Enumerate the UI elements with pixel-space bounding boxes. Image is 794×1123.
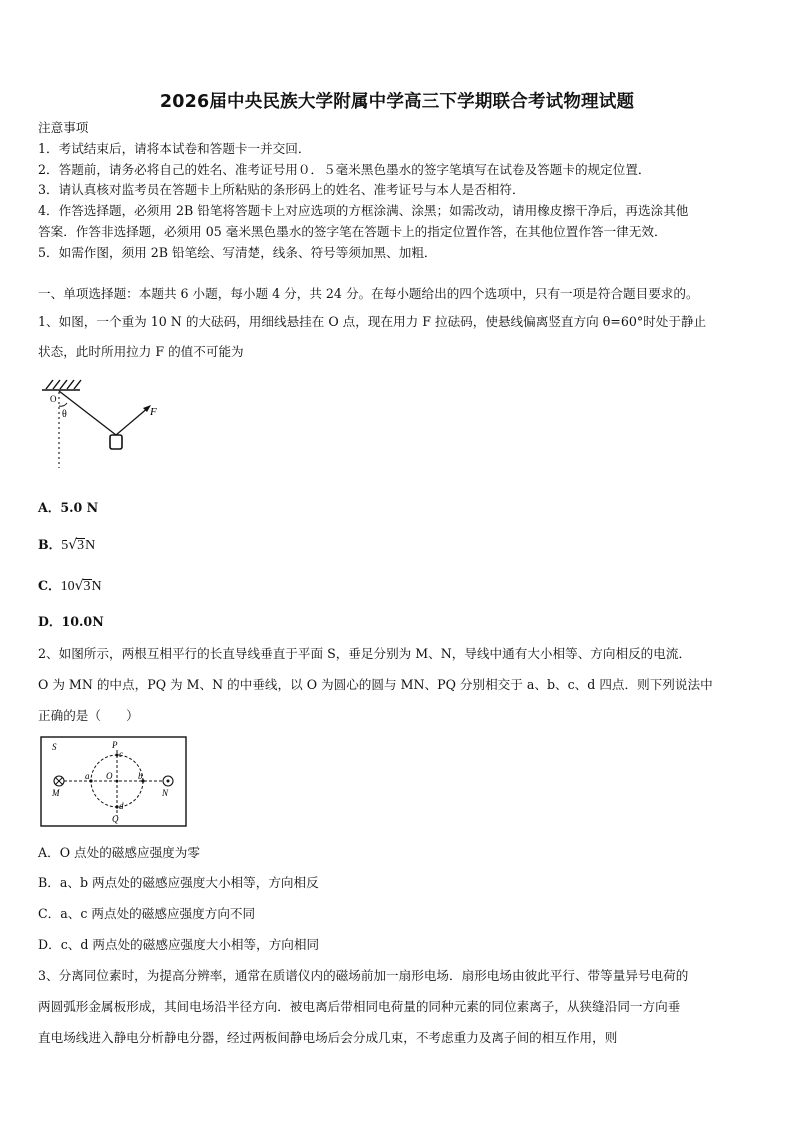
question-2-text: O 为 MN 的中点，PQ 为 M、N 的中垂线，以 O 为圆心的圆与 MN、PQ 分别相交于 a、b、c、d 四点．则下列说法中 [38, 677, 713, 692]
label-m: M [52, 788, 60, 798]
point-a-dot [89, 779, 92, 782]
question-1-option-a: A．5.0 N [38, 500, 99, 515]
notice-heading: 注意事项 [38, 120, 89, 135]
section-heading: 一、单项选择题：本题共 6 小题，每小题 4 分，共 24 分。在每小题给出的四个选项中，只有一项是符合题目要求的。 [38, 286, 699, 301]
radical-sign: √ [68, 537, 78, 553]
suspension-string [59, 391, 116, 435]
notice-item: 5．如需作图，须用 2B 铅笔绘、写清楚，线条、符号等须加黑、加粗． [38, 245, 437, 260]
label-n: N [162, 788, 169, 798]
label-d: d [119, 801, 124, 811]
force-label: F [150, 406, 157, 418]
notice-item: 1．考试结束后，请将本试卷和答题卡一并交回． [38, 141, 311, 156]
label-o: O [106, 771, 113, 781]
question-2-text: 正确的是（ ） [38, 708, 139, 723]
label-b: b [138, 771, 143, 781]
label-p: P [112, 740, 118, 750]
question-2-figure [40, 736, 188, 828]
label-a: a [85, 771, 90, 781]
force-line [116, 407, 149, 435]
label-q: Q [112, 814, 119, 824]
weight-block [110, 435, 122, 449]
point-o-label: O [50, 394, 57, 404]
question-2-option-c: C．a、c 两点处的磁感应强度方向不同 [38, 906, 256, 921]
notice-item: 答案．作答非选择题，必须用 05 毫米黑色墨水的签字笔在答题卡上的指定位置作答，在其他位置作答一律无效． [38, 224, 667, 239]
question-3-text: 两圆弧形金属板形成，其间电场沿半径方向．被电离后带相同电荷量的同种元素的同位素离子，从狭缝沿同一方向垂 [38, 999, 681, 1014]
notice-item: 4．作答选择题，必须用 2B 铅笔将答题卡上对应选项的方框涂满、涂黑；如需改动，请用橡皮擦干净后，再选涂其他 [38, 203, 689, 218]
question-2-text: 2、如图所示，两根互相平行的长直导线垂直于平面 S，垂足分别为 M、N，导线中通有大小相等、方向相反的电流． [38, 646, 692, 661]
theta-label: θ [62, 409, 67, 420]
question-1-option-c: C．10√3N [38, 578, 102, 594]
question-3-text: 直电场线进入静电分析静电分器，经过两板间静电场后会分成几束，不考虑重力及离子间的相互作用，则 [38, 1030, 618, 1045]
question-2-option-b: B．a、b 两点处的磁感应强度大小相等，方向相反 [38, 875, 319, 890]
notice-item: 3．请认真核对监考员在答题卡上所粘贴的条形码上的姓名、准考证号与本人是否相符． [38, 182, 525, 197]
question-1-option-d: D．10.0N [38, 614, 104, 629]
angle-arc [59, 403, 67, 406]
question-2-option-a: A．O 点处的磁感应强度为零 [38, 845, 200, 860]
question-1-text: 1、如图，一个重为 10 N 的大砝码，用细线悬挂在 O 点，现在用力 F 拉砝码，使悬线偏离竖直方向 θ=60°时处于静止 [38, 314, 707, 329]
point-o-dot [116, 780, 119, 783]
question-1-option-b: B．5√3N [38, 537, 96, 553]
question-2-option-d: D．c、d 两点处的磁感应强度大小相等，方向相同 [38, 937, 320, 952]
question-1-figure [40, 376, 170, 472]
label-c: c [119, 749, 123, 759]
question-1-text: 状态，此时所用拉力 F 的值不可能为 [38, 344, 244, 359]
label-s: S [52, 742, 57, 752]
question-3-text: 3、分离同位素时，为提高分辨率，通常在质谱仪内的磁场前加一扇形电场．扇形电场由彼此平行、带等量异号电荷的 [38, 968, 689, 983]
ceiling-hatching [46, 380, 81, 389]
page-title: 2026届中央民族大学附属中学高三下学期联合考试物理试题 [159, 92, 635, 112]
notice-item: 2．答题前，请务必将自己的姓名、准考证号用０．５毫米黑色墨水的签字笔填写在试卷及答题卡的规定位置． [38, 162, 651, 177]
radical-sign: √ [74, 578, 84, 594]
